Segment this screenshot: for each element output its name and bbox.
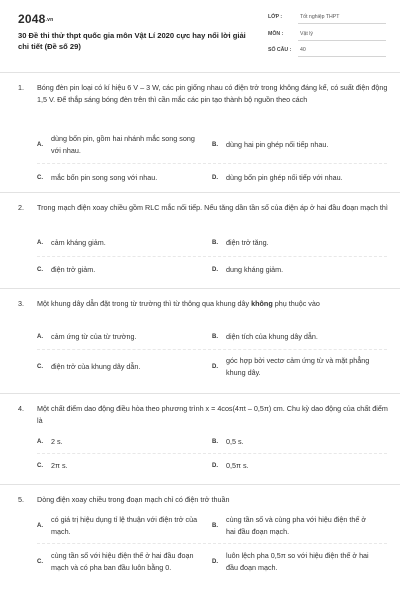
option-text: 2 s.: [51, 437, 63, 446]
document-meta: [268, 12, 386, 62]
options-row: [37, 172, 387, 184]
question-5: [0, 484, 400, 600]
question-2: [0, 192, 400, 288]
question-1: [0, 72, 400, 192]
option-d[interactable]: [212, 355, 387, 379]
option-label: C.: [37, 267, 43, 273]
meta-subject: [268, 29, 386, 46]
meta-key: MÔN :: [268, 30, 284, 37]
option-c[interactable]: [37, 172, 212, 184]
options-row: [37, 436, 387, 448]
option-d[interactable]: [212, 550, 387, 574]
meta-value: 40: [298, 45, 386, 57]
option-text: luôn lệch pha 0,5π so với hiệu điện thế ở hai đầu đoạn mạch.: [226, 551, 369, 572]
option-b[interactable]: [212, 331, 387, 343]
option-text: 0,5π s.: [226, 461, 249, 470]
site-logo[interactable]: [18, 12, 246, 26]
question-text: Một chất điểm dao động điều hòa theo phương trình x = 4cos(4πt – 0,5π) cm. Chu kỳ dao động của chất điểm là: [37, 404, 388, 425]
option-text: mắc bốn pin song song với nhau.: [51, 173, 158, 182]
option-label: D.: [212, 364, 218, 370]
option-label: A.: [37, 142, 43, 148]
question-text-part: phụ thuộc vào: [272, 299, 320, 308]
meta-class: [268, 12, 386, 29]
option-d[interactable]: [212, 172, 387, 184]
option-label: A.: [37, 439, 43, 445]
options-row: [37, 133, 387, 157]
option-label: C.: [37, 175, 43, 181]
option-text: 2π s.: [51, 461, 68, 470]
question-number: 3.: [18, 299, 24, 308]
question-stem: [18, 298, 388, 310]
option-b[interactable]: [212, 133, 387, 157]
option-c[interactable]: [37, 550, 212, 574]
option-c[interactable]: [37, 264, 212, 276]
meta-value: Tốt nghiệp THPT: [298, 12, 386, 24]
question-stem: [18, 403, 388, 427]
option-a[interactable]: [37, 133, 212, 157]
options-row: [37, 237, 387, 249]
option-label: B.: [212, 523, 218, 529]
question-stem: [18, 82, 388, 106]
option-label: D.: [212, 559, 218, 565]
meta-key: LỚP :: [268, 14, 283, 20]
question-text-emphasis: không: [251, 299, 273, 308]
option-text: cảm ứng từ của từ trường.: [51, 332, 137, 341]
logo-tld: .vn: [45, 16, 54, 23]
option-text: có giá trị hiệu dụng tỉ lệ thuận với điện trở của mạch.: [51, 515, 198, 536]
option-label: B.: [212, 240, 218, 246]
option-text: góc hợp bởi vectơ cảm ứng từ và mặt phẳng khung dây.: [226, 356, 370, 377]
document-title: 30 Đề thi thử thpt quốc gia môn Vật Lí 2020 cực hay nổi lời giải chi tiết (Đề số 29): [18, 31, 246, 51]
option-text: diện tích của khung dây dẫn.: [226, 332, 318, 341]
option-text: cùng tần số với hiệu điện thế ở hai đầu đoạn mạch và có pha ban đầu luôn bằng 0.: [51, 551, 194, 572]
options-row: [37, 355, 387, 379]
option-text: 0,5 s.: [226, 437, 244, 446]
question-number: 5.: [18, 495, 24, 504]
question-text-part: Một khung dây dẫn đặt trong từ trường thì từ thông qua khung dây: [37, 299, 252, 308]
question-3: [0, 288, 400, 393]
option-label: C.: [37, 463, 43, 469]
options-row: [37, 264, 387, 276]
option-text: dùng hai pin ghép nối tiếp nhau.: [226, 140, 329, 149]
question-4: [0, 393, 400, 484]
options-row: [37, 514, 387, 538]
question-text: Trong mạch điện xoay chiều gồm RLC mắc nối tiếp. Nếu tăng dần tần số của điện áp ở hai đầu đoạn mạch thì: [37, 203, 388, 212]
option-c[interactable]: [37, 355, 212, 379]
options-row: [37, 331, 387, 343]
question-number: 2.: [18, 203, 24, 212]
option-b[interactable]: [212, 436, 387, 448]
option-text: điện trở của khung dây dẫn.: [51, 362, 141, 371]
page-header: [0, 0, 400, 62]
option-a[interactable]: [37, 237, 212, 249]
option-d[interactable]: [212, 264, 387, 276]
option-label: B.: [212, 142, 218, 148]
option-text: dùng bốn pin, gồm hai nhánh mắc song song với nhau.: [51, 134, 195, 155]
meta-question-count: [268, 45, 386, 62]
option-divider: [37, 349, 387, 350]
option-label: D.: [212, 463, 218, 469]
option-divider: [37, 256, 387, 257]
question-text: [37, 298, 388, 310]
option-a[interactable]: [37, 331, 212, 343]
option-label: A.: [37, 334, 43, 340]
option-a[interactable]: [37, 436, 212, 448]
question-text: Bóng đèn pin loại có kí hiệu 6 V – 3 W, các pin giống nhau có điện trở trong không đáng kể, có suất điện động 1,5 V. Để thắp sáng bóng đèn trên thì cần mắc các pin tạo thành bộ nguồn theo cách: [37, 83, 388, 104]
header-left: [18, 12, 246, 62]
options-row: [37, 550, 387, 574]
meta-key: SỐ CÂU :: [268, 47, 292, 53]
question-stem: [18, 494, 388, 506]
option-label: A.: [37, 523, 43, 529]
option-c[interactable]: [37, 460, 212, 472]
option-text: cùng tần số và cùng pha với hiệu điện thế ở hai đầu đoạn mạch.: [226, 515, 367, 536]
option-d[interactable]: [212, 460, 387, 472]
question-text: Dòng điện xoay chiều trong đoạn mạch chỉ có điện trở thuần: [37, 495, 230, 504]
logo-number: 2048: [18, 12, 46, 26]
option-divider: [37, 453, 387, 454]
option-divider: [37, 543, 387, 544]
option-text: dùng bốn pin ghép nối tiếp với nhau.: [226, 173, 343, 182]
meta-value: Vật lý: [298, 29, 386, 41]
option-label: D.: [212, 175, 218, 181]
option-text: điện trở tăng.: [226, 238, 269, 247]
option-label: B.: [212, 334, 218, 340]
option-text: dung kháng giảm.: [226, 265, 284, 274]
option-text: điện trở giảm.: [51, 265, 96, 274]
question-stem: [18, 202, 388, 214]
option-label: C.: [37, 559, 43, 565]
options-row: [37, 460, 387, 472]
option-label: C.: [37, 364, 43, 370]
option-a[interactable]: [37, 514, 212, 538]
option-divider: [37, 163, 387, 164]
option-b[interactable]: [212, 237, 387, 249]
option-b[interactable]: [212, 514, 387, 538]
option-label: A.: [37, 240, 43, 246]
option-text: cảm kháng giảm.: [51, 238, 106, 247]
question-number: 1.: [18, 83, 24, 92]
question-number: 4.: [18, 404, 24, 413]
option-label: B.: [212, 439, 218, 445]
option-label: D.: [212, 267, 218, 273]
